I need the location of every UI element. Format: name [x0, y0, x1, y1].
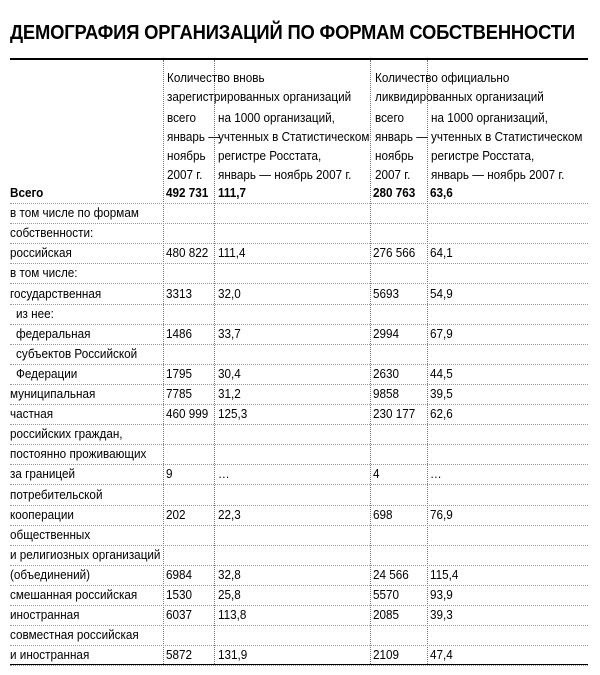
page-title: ДЕМОГРАФИЯ ОРГАНИЗАЦИЙ ПО ФОРМАМ СОБСТВЕННОСТИ — [10, 22, 575, 44]
table-row — [10, 223, 588, 244]
cell-registered-per1000: 33,7 — [218, 325, 241, 341]
cell-registered-total: 1795 — [166, 365, 193, 381]
cell-registered-total: 6037 — [166, 607, 193, 623]
table-row — [10, 243, 588, 264]
row-label: в том числе: — [10, 265, 78, 281]
table-row — [10, 304, 588, 325]
cell-liquidated-per1000: 39,5 — [430, 386, 453, 401]
row-label: российских граждан, — [10, 426, 123, 442]
table-row — [10, 605, 588, 626]
table-row — [10, 565, 588, 586]
cell-registered-per1000: 32,0 — [218, 285, 241, 301]
table-row — [10, 424, 588, 445]
cell-registered-per1000: 25,8 — [218, 587, 241, 602]
row-label: (объединений) — [10, 566, 91, 582]
cell-registered-per1000: 125,3 — [218, 406, 248, 422]
bottom-rule — [10, 664, 588, 665]
cell-registered-per1000: 113,8 — [218, 607, 247, 623]
cell-registered-total: 1486 — [166, 325, 193, 341]
header-col-liq-per1000: на 1000 организаций, учтенных в Статистическом регистре Росстата, январь — ноябрь 2007 г. — [431, 110, 583, 182]
cell-liquidated-per1000: … — [430, 466, 442, 482]
table-row — [10, 404, 588, 425]
cell-liquidated-total: 5693 — [373, 285, 400, 301]
row-label: Всего — [10, 185, 44, 200]
row-label: государственная — [10, 285, 102, 301]
header-col-liq-total: всего январь — ноябрь 2007 г. — [375, 110, 428, 182]
row-label: и религиозных организаций — [10, 546, 161, 562]
cell-registered-per1000: 131,9 — [218, 647, 248, 663]
cell-registered-per1000: 111,7 — [218, 185, 246, 200]
table-row — [10, 485, 588, 506]
cell-registered-per1000: 30,4 — [218, 365, 241, 381]
row-label: потребительской — [10, 486, 103, 502]
title-rule — [10, 58, 588, 60]
table-row — [10, 444, 588, 465]
table-row — [10, 585, 588, 606]
table-row — [10, 384, 588, 405]
row-label: из нее: — [16, 305, 54, 321]
cell-liquidated-total: 2085 — [373, 607, 400, 623]
cell-liquidated-per1000: 47,4 — [430, 647, 453, 663]
row-label: российская — [10, 245, 72, 261]
table-row — [10, 464, 588, 485]
table-row — [10, 203, 588, 224]
table-row — [10, 324, 588, 345]
header-col-reg-per1000: на 1000 организаций, учтенных в Статистическом регистре Росстата, январь — ноябрь 2007 г. — [218, 110, 370, 182]
row-label: иностранная — [10, 607, 80, 623]
table-row — [10, 183, 588, 204]
cell-registered-per1000: 111,4 — [218, 245, 246, 261]
cell-registered-total: 9 — [166, 466, 173, 482]
table-row — [10, 344, 588, 365]
table-row — [10, 545, 588, 566]
cell-liquidated-total: 698 — [373, 506, 393, 522]
cell-registered-total: 492 731 — [166, 185, 209, 200]
cell-registered-total: 480 822 — [166, 245, 209, 261]
cell-liquidated-per1000: 76,9 — [430, 506, 453, 522]
cell-liquidated-per1000: 54,9 — [430, 285, 453, 301]
row-label: частная — [10, 406, 54, 422]
cell-registered-total: 6984 — [166, 566, 193, 582]
row-label: за границей — [10, 466, 76, 482]
cell-liquidated-total: 2994 — [373, 325, 400, 341]
row-label: и иностранная — [10, 647, 90, 663]
cell-registered-total: 7785 — [166, 386, 193, 401]
cell-liquidated-total: 2109 — [373, 647, 400, 663]
table-row — [10, 263, 588, 284]
cell-liquidated-total: 230 177 — [373, 406, 416, 422]
cell-registered-per1000: 32,8 — [218, 566, 241, 582]
cell-liquidated-per1000: 63,6 — [430, 185, 453, 200]
header-col-reg-total: всего январь — ноябрь 2007 г. — [167, 110, 220, 182]
cell-liquidated-per1000: 67,9 — [430, 325, 453, 341]
table-row — [10, 284, 588, 305]
cell-liquidated-total: 24 566 — [373, 566, 409, 582]
cell-registered-total: 460 999 — [166, 406, 209, 422]
cell-registered-total: 3313 — [166, 285, 193, 301]
cell-liquidated-total: 5570 — [373, 587, 400, 602]
cell-registered-per1000: 31,2 — [218, 386, 241, 401]
row-label: муниципальная — [10, 386, 96, 401]
row-label: Федерации — [16, 365, 78, 381]
table-row — [10, 364, 588, 385]
row-label: смешанная российская — [10, 587, 138, 602]
table-row — [10, 625, 588, 646]
cell-liquidated-per1000: 115,4 — [430, 566, 459, 582]
cell-registered-per1000: 22,3 — [218, 506, 241, 522]
cell-liquidated-per1000: 62,6 — [430, 406, 453, 422]
header-group-registered: Количество вновь зарегистрированных организаций — [167, 70, 352, 104]
row-label: кооперации — [10, 506, 74, 522]
table-row — [10, 525, 588, 546]
cell-liquidated-per1000: 44,5 — [430, 365, 453, 381]
row-label: постоянно проживающих — [10, 446, 147, 462]
cell-registered-total: 5872 — [166, 647, 193, 663]
row-label: федеральная — [16, 325, 91, 341]
cell-liquidated-per1000: 64,1 — [430, 245, 453, 261]
row-label: собственности: — [10, 225, 94, 241]
row-label: общественных — [10, 526, 91, 542]
cell-liquidated-total: 4 — [373, 466, 380, 482]
cell-liquidated-total: 2630 — [373, 365, 400, 381]
table-row — [10, 505, 588, 526]
cell-liquidated-total: 280 763 — [373, 185, 416, 200]
row-label: совместная российская — [10, 627, 139, 643]
cell-liquidated-per1000: 39,3 — [430, 607, 453, 623]
cell-liquidated-per1000: 93,9 — [430, 587, 453, 602]
cell-liquidated-total: 9858 — [373, 386, 400, 401]
row-label: субъектов Российской — [16, 345, 138, 361]
header-group-liquidated: Количество официально ликвидированных организаций — [375, 70, 544, 104]
cell-registered-per1000: … — [218, 466, 230, 482]
cell-registered-total: 1530 — [166, 587, 193, 602]
cell-liquidated-total: 276 566 — [373, 245, 416, 261]
cell-registered-total: 202 — [166, 506, 186, 522]
row-label: в том числе по формам — [10, 205, 139, 221]
